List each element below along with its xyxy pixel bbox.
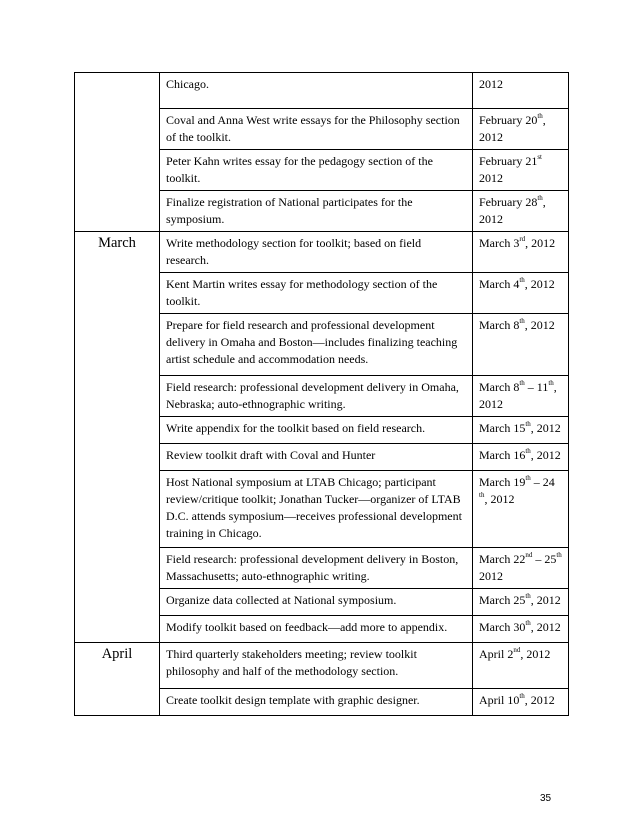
- date-line-2: $^{th}$, 2012: [479, 491, 515, 506]
- month-cell-april: April: [75, 643, 160, 716]
- schedule-table: [74, 72, 569, 716]
- task-cell: Third quarterly stakeholders meeting; review toolkit philosophy and half of the methodology section.: [160, 643, 473, 689]
- task-cell: Chicago.: [160, 73, 473, 109]
- task-cell: Finalize registration of National participates for the symposium.: [160, 191, 473, 232]
- date-cell: February 28th, 2012: [473, 191, 569, 232]
- table-row: [75, 643, 569, 689]
- date-cell: March 30th, 2012: [473, 616, 569, 643]
- task-cell: Peter Kahn writes essay for the pedagogy section of the toolkit.: [160, 150, 473, 191]
- date-cell: March 19th – 24 $^{th}$, 2012: [473, 471, 569, 548]
- date-cell: February 21st 2012: [473, 150, 569, 191]
- date-cell: March 8th – 11th, 2012: [473, 376, 569, 417]
- task-cell: Review toolkit draft with Coval and Hunter: [160, 444, 473, 471]
- date-cell: March 4th, 2012: [473, 273, 569, 314]
- task-cell: Write appendix for the toolkit based on field research.: [160, 417, 473, 444]
- date-cell: April 2nd, 2012: [473, 643, 569, 689]
- task-cell: Coval and Anna West write essays for the Philosophy section of the toolkit.: [160, 109, 473, 150]
- table-row: [75, 73, 569, 109]
- task-cell: Field research: professional development delivery in Boston, Massachusetts; auto-ethnographic writing.: [160, 548, 473, 589]
- date-cell: March 15th, 2012: [473, 417, 569, 444]
- task-cell: Host National symposium at LTAB Chicago; participant review/critique toolkit; Jonathan Tucker—organizer of LTAB D.C. attends symposium—receives professional development training in Chicago.: [160, 471, 473, 548]
- task-cell: Prepare for field research and professional development delivery in Omaha and Boston—includes finalizing teaching artist schedule and accommodation needs.: [160, 314, 473, 376]
- date-cell: February 20th, 2012: [473, 109, 569, 150]
- task-cell: Organize data collected at National symposium.: [160, 589, 473, 616]
- date-cell: March 25th, 2012: [473, 589, 569, 616]
- table-row: [75, 232, 569, 273]
- month-cell: [75, 73, 160, 232]
- date-cell: March 22nd – 25th 2012: [473, 548, 569, 589]
- task-cell: Modify toolkit based on feedback—add more to appendix.: [160, 616, 473, 643]
- task-cell: Write methodology section for toolkit; based on field research.: [160, 232, 473, 273]
- date-cell: March 16th, 2012: [473, 444, 569, 471]
- page-number: 35: [540, 793, 552, 804]
- date-cell: 2012: [473, 73, 569, 109]
- month-cell-march: March: [75, 232, 160, 643]
- task-cell: Create toolkit design template with graphic designer.: [160, 689, 473, 716]
- date-cell: April 10th, 2012: [473, 689, 569, 716]
- task-cell: Field research: professional development delivery in Omaha, Nebraska; auto-ethnographic writing.: [160, 376, 473, 417]
- date-cell: March 3rd, 2012: [473, 232, 569, 273]
- task-cell: Kent Martin writes essay for methodology section of the toolkit.: [160, 273, 473, 314]
- date-cell: March 8th, 2012: [473, 314, 569, 376]
